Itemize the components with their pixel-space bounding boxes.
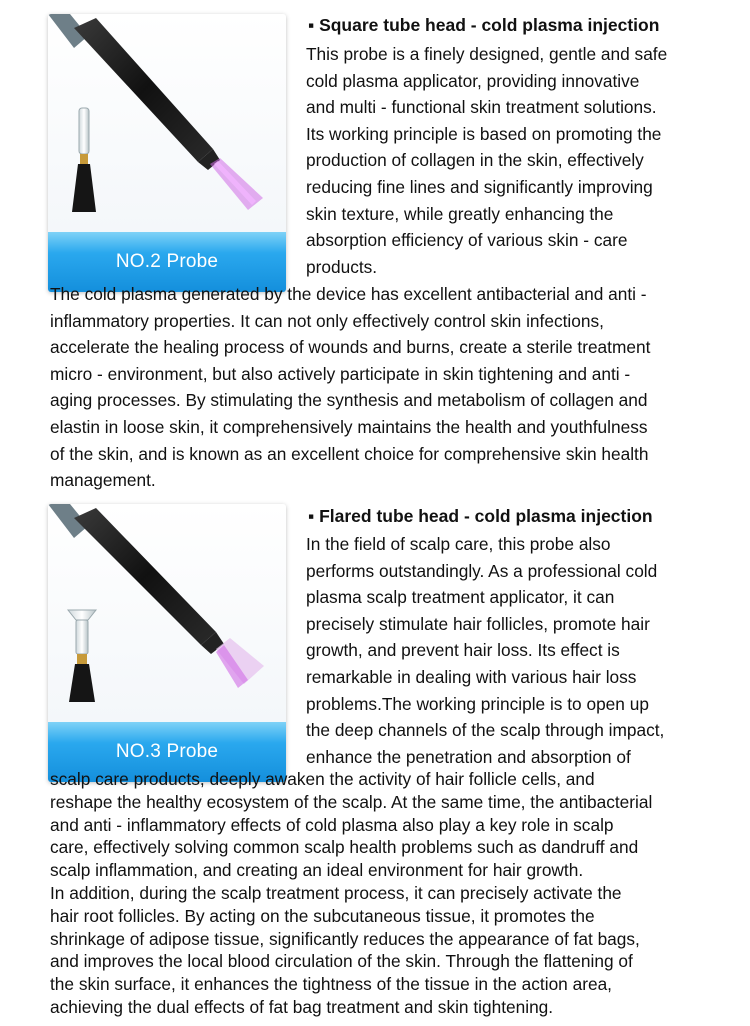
text-line: and improves the local blood circulation of the skin. Through the flattening of — [50, 951, 633, 972]
section1-side-text — [306, 41, 667, 280]
text-line: reshape the healthy ecosystem of the scalp. At the same time, the antibacterial — [50, 791, 653, 812]
text-line: and anti - inflammatory effects of cold plasma also play a key role in scalp — [50, 814, 614, 835]
text-line: Its working principle is based on promoting the — [306, 123, 662, 144]
text-line: the deep channels of the scalp through impact, — [306, 720, 665, 741]
text-line: management. — [50, 470, 156, 491]
probe-image-no3 — [48, 504, 286, 722]
text-line: growth, and prevent hair loss. Its effect is — [306, 640, 620, 661]
text-line: and multi - functional skin treatment solutions. — [306, 97, 657, 118]
text-line: shrinkage of adipose tissue, significantly reduces the appearance of fat bags, — [50, 928, 640, 949]
text-line: aging processes. By stimulating the synthesis and metabolism of collagen and — [50, 390, 648, 411]
probe-card-no2 — [48, 14, 286, 292]
text-line: achieving the dual effects of fat bag treatment and skin tightening. — [50, 996, 554, 1017]
text-line: elastin in loose skin, it comprehensively maintains the health and youthfulness — [50, 416, 648, 437]
text-line: micro - environment, but also actively participate in skin tightening and anti - — [50, 363, 631, 384]
text-line: This probe is a finely designed, gentle and safe — [306, 44, 668, 64]
text-line: In the field of scalp care, this probe also — [306, 534, 611, 554]
text-line: performs outstandingly. As a professional cold — [306, 560, 658, 581]
text-line: accelerate the healing process of wounds and burns, create a sterile treatment — [50, 337, 651, 358]
text-line: precisely stimulate hair follicles, promote hair — [306, 613, 650, 634]
probe-label-no2: NO.2 Probe — [48, 232, 286, 292]
text-line: hair root follicles. By acting on the subcutaneous tissue, it promotes the — [50, 905, 595, 926]
section1-full-text — [50, 281, 650, 494]
text-line: plasma scalp treatment applicator, it can — [306, 587, 615, 608]
probe-label-no3: NO.3 Probe — [48, 722, 286, 782]
text-line: scalp care products, deeply awaken the activity of hair follicle cells, and — [50, 769, 595, 789]
text-line: cold plasma applicator, providing innovative — [306, 70, 640, 91]
probe-card-no3 — [48, 504, 286, 782]
text-line: remarkable in dealing with various hair loss — [306, 666, 637, 687]
section1-heading: ▪ Square tube head - cold plasma injection — [308, 15, 660, 35]
text-line: care, effectively solving common scalp health problems such as dandruff and — [50, 837, 639, 858]
text-line: In addition, during the scalp treatment process, it can precisely activate the — [50, 882, 622, 903]
probe-image-no2 — [48, 14, 286, 232]
text-line: reducing fine lines and significantly improving — [306, 176, 653, 197]
section2-heading: ▪ Flared tube head - cold plasma injection — [308, 506, 653, 526]
text-line: production of collagen in the skin, effectively — [306, 150, 644, 171]
text-line: the skin surface, it enhances the tightness of the tissue in the action area, — [50, 974, 612, 995]
text-line: scalp inflammation, and creating an ideal environment for hair growth. — [50, 860, 584, 881]
text-line: absorption efficiency of various skin - care — [306, 230, 628, 251]
text-line: skin texture, while greatly enhancing the — [306, 203, 614, 224]
text-line: inflammatory properties. It can not only effectively control skin infections, — [50, 310, 604, 331]
text-line: of the skin, and is known as an excellent choice for comprehensive skin health — [50, 443, 649, 464]
text-line: products. — [306, 256, 378, 277]
text-line: enhance the penetration and absorption of — [306, 746, 631, 767]
section2-full-text — [50, 768, 652, 1019]
text-line: problems.The working principle is to open up — [306, 693, 649, 714]
text-line: The cold plasma generated by the device has excellent antibacterial and anti - — [50, 284, 647, 304]
section2-side-text — [306, 531, 664, 770]
